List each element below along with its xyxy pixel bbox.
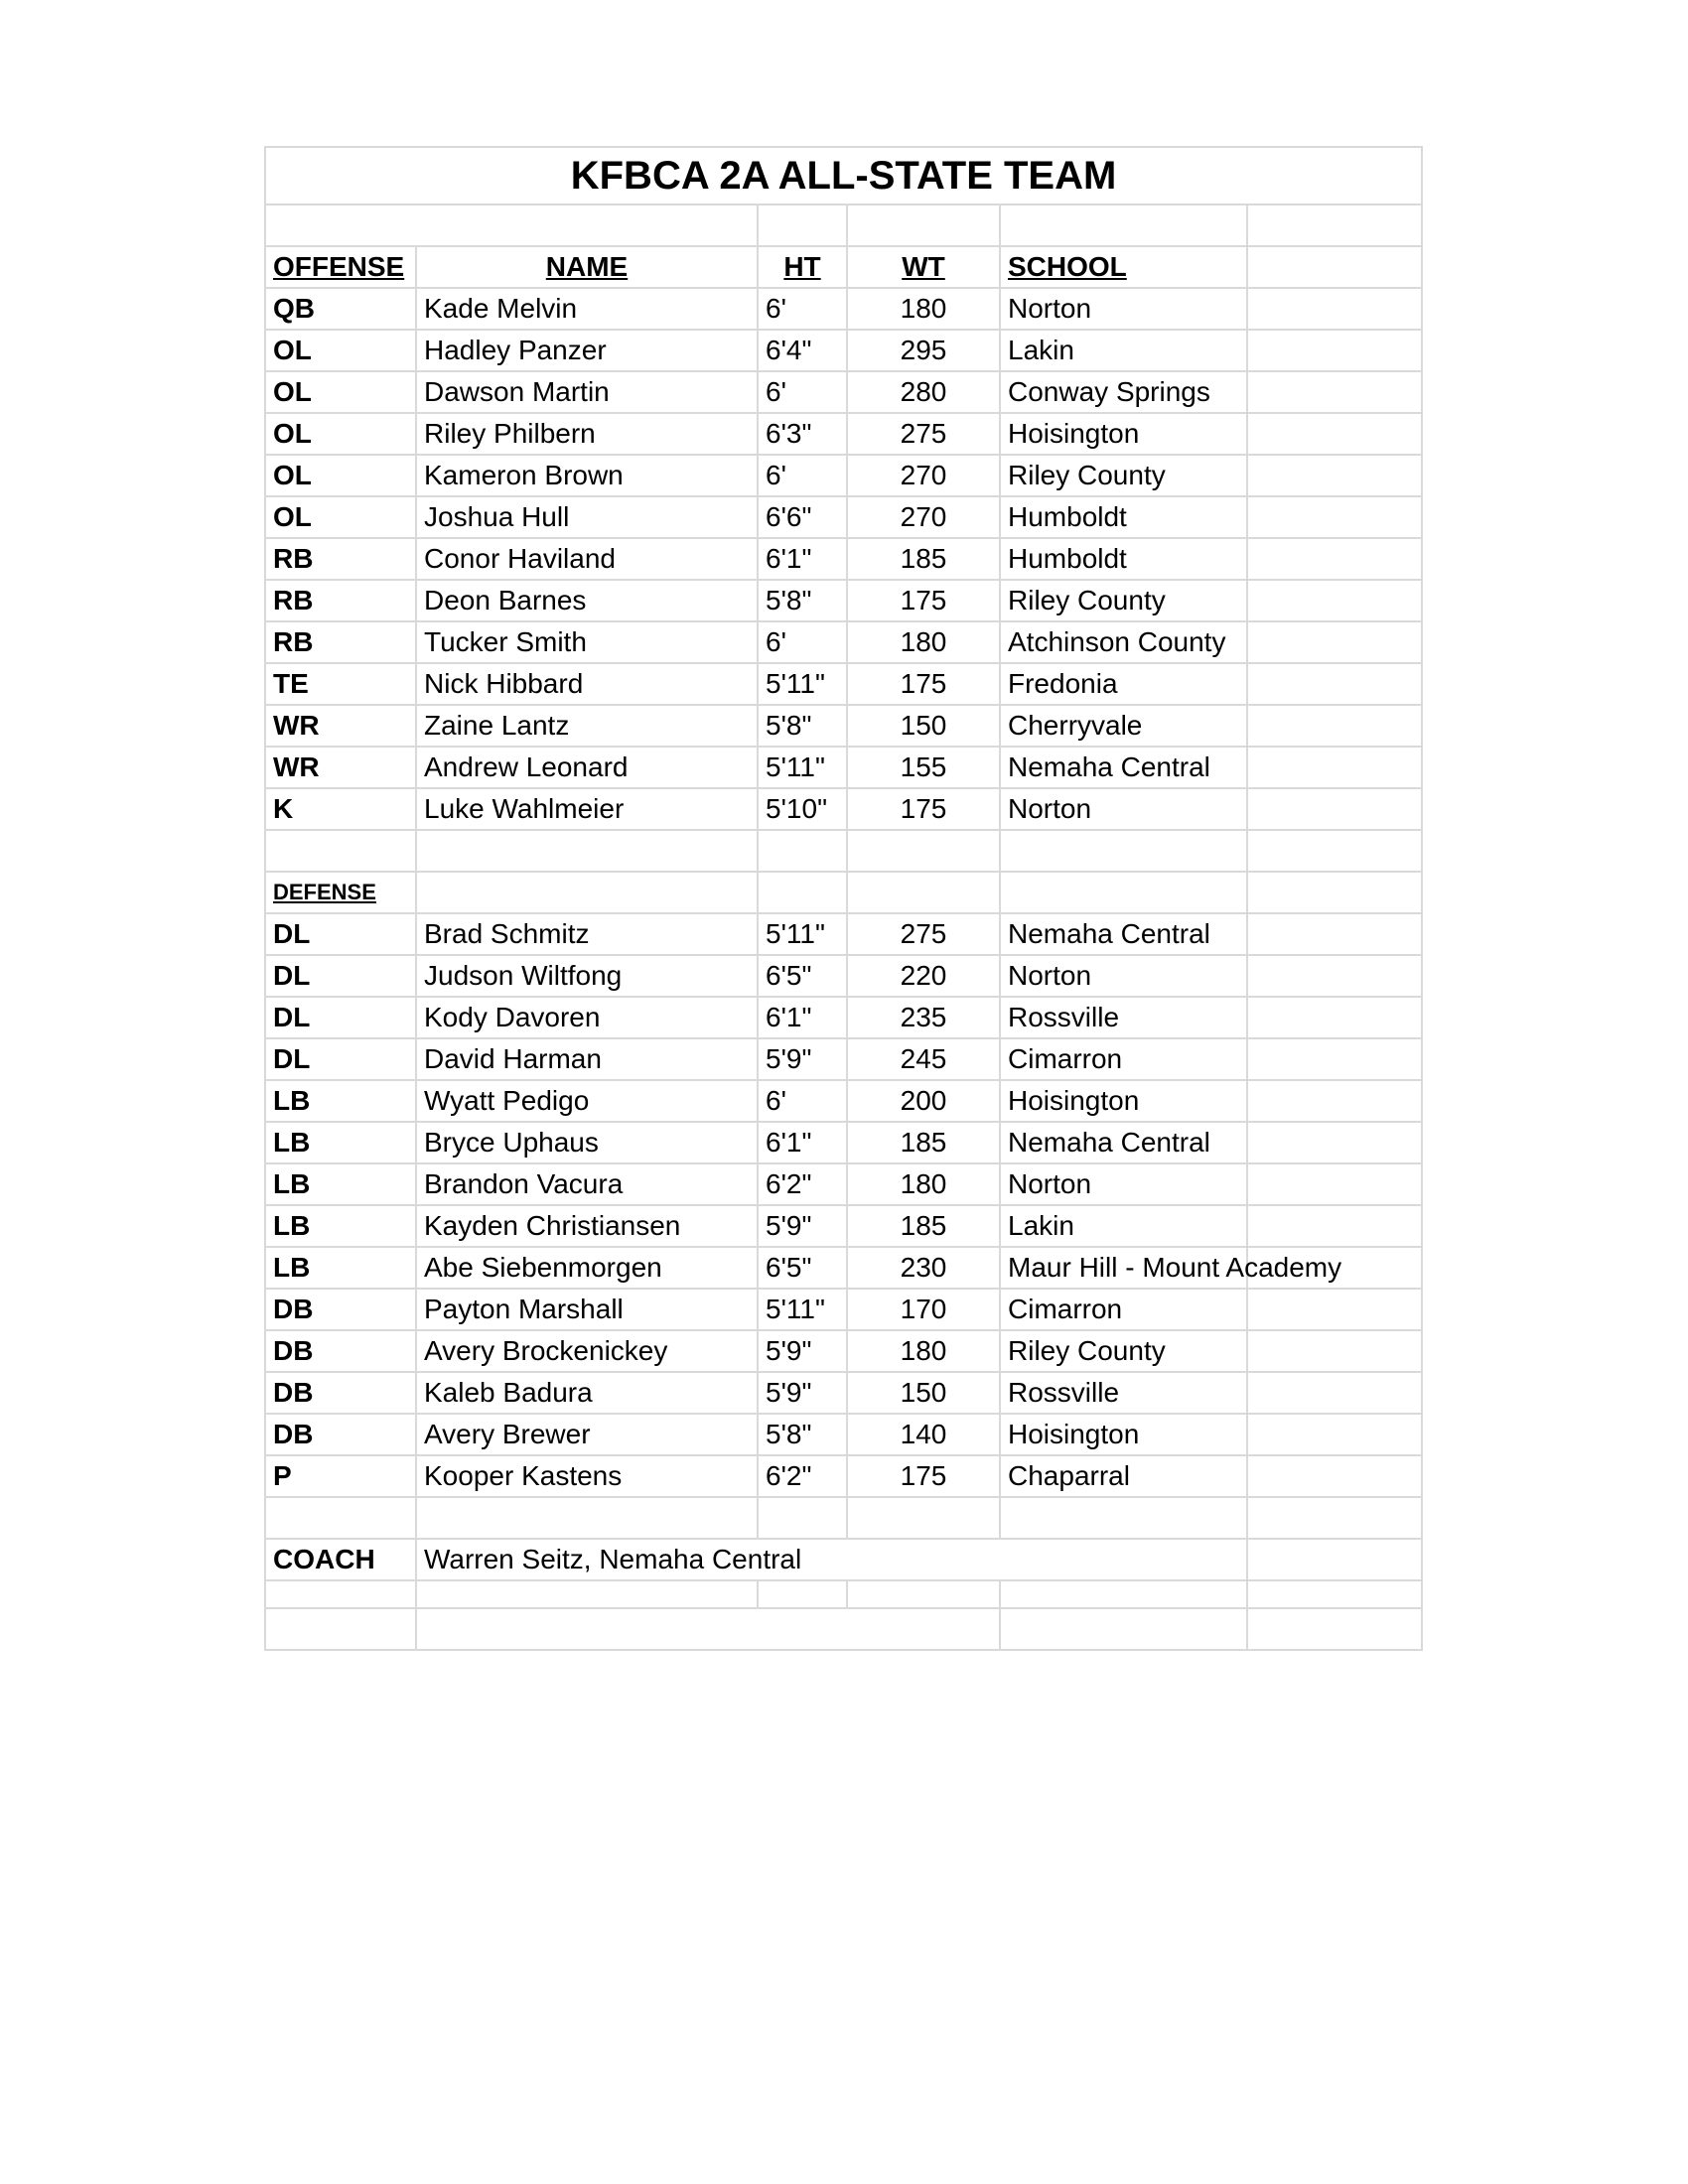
coach-label: COACH (265, 1539, 416, 1580)
height-cell: 5'11" (758, 913, 847, 955)
school-cell: Norton (1000, 288, 1247, 330)
school-cell: Riley County (1000, 580, 1247, 621)
name-header: NAME (416, 246, 758, 288)
player-row (265, 663, 1422, 705)
player-name-cell: Tucker Smith (416, 621, 758, 663)
player-name-cell: Payton Marshall (416, 1289, 758, 1330)
position-cell: TE (265, 663, 416, 705)
player-name-cell: Abe Siebenmorgen (416, 1247, 758, 1289)
weight-cell: 220 (847, 955, 1000, 997)
height-cell: 6'2" (758, 1455, 847, 1497)
position-cell: P (265, 1455, 416, 1497)
defense-header: DEFENSE (265, 872, 416, 913)
column-header-row (265, 246, 1422, 288)
player-row (265, 538, 1422, 580)
position-cell: RB (265, 538, 416, 580)
school-cell: Hoisington (1000, 413, 1247, 455)
player-name-cell: Avery Brockenickey (416, 1330, 758, 1372)
height-cell: 5'9" (758, 1038, 847, 1080)
weight-cell: 185 (847, 1205, 1000, 1247)
player-row (265, 580, 1422, 621)
weight-cell: 270 (847, 496, 1000, 538)
player-row (265, 1330, 1422, 1372)
position-cell: K (265, 788, 416, 830)
height-cell: 5'10" (758, 788, 847, 830)
height-cell: 5'11" (758, 1289, 847, 1330)
school-cell: Norton (1000, 1163, 1247, 1205)
school-cell: Cherryvale (1000, 705, 1247, 747)
weight-cell: 230 (847, 1247, 1000, 1289)
player-row (265, 288, 1422, 330)
position-cell: DB (265, 1289, 416, 1330)
player-row (265, 1163, 1422, 1205)
player-name-cell: Kody Davoren (416, 997, 758, 1038)
player-row (265, 705, 1422, 747)
height-cell: 5'9" (758, 1205, 847, 1247)
school-header: SCHOOL (1000, 246, 1247, 288)
position-cell: LB (265, 1163, 416, 1205)
player-name-cell: Kayden Christiansen (416, 1205, 758, 1247)
player-row (265, 1205, 1422, 1247)
position-cell: WR (265, 747, 416, 788)
player-name-cell: Zaine Lantz (416, 705, 758, 747)
height-cell: 6' (758, 288, 847, 330)
player-name-cell: Kameron Brown (416, 455, 758, 496)
position-cell: WR (265, 705, 416, 747)
weight-cell: 180 (847, 621, 1000, 663)
position-cell: DL (265, 955, 416, 997)
weight-cell: 175 (847, 580, 1000, 621)
weight-cell: 245 (847, 1038, 1000, 1080)
school-cell: Cimarron (1000, 1289, 1247, 1330)
player-name-cell: David Harman (416, 1038, 758, 1080)
school-cell: Fredonia (1000, 663, 1247, 705)
weight-cell: 295 (847, 330, 1000, 371)
player-row (265, 1455, 1422, 1497)
position-cell: DL (265, 997, 416, 1038)
school-cell: Nemaha Central (1000, 1122, 1247, 1163)
school-cell: Lakin (1000, 1205, 1247, 1247)
height-cell: 5'11" (758, 663, 847, 705)
weight-cell: 180 (847, 1330, 1000, 1372)
player-name-cell: Hadley Panzer (416, 330, 758, 371)
spacer-row (265, 1497, 1422, 1539)
school-cell: Maur Hill - Mount Academy (1000, 1247, 1247, 1289)
coach-row (265, 1539, 1422, 1580)
height-cell: 5'8" (758, 705, 847, 747)
school-cell: Conway Springs (1000, 371, 1247, 413)
player-row (265, 330, 1422, 371)
weight-cell: 140 (847, 1414, 1000, 1455)
position-cell: OL (265, 330, 416, 371)
school-cell: Lakin (1000, 330, 1247, 371)
coach-value: Warren Seitz, Nemaha Central (416, 1539, 1247, 1580)
height-cell: 6' (758, 621, 847, 663)
title-row (265, 147, 1422, 205)
position-cell: DL (265, 913, 416, 955)
weight-cell: 175 (847, 663, 1000, 705)
height-cell: 6'6" (758, 496, 847, 538)
player-name-cell: Brad Schmitz (416, 913, 758, 955)
position-cell: QB (265, 288, 416, 330)
school-cell: Norton (1000, 788, 1247, 830)
player-row (265, 1038, 1422, 1080)
player-row (265, 1247, 1422, 1289)
all-state-table (264, 146, 1423, 1651)
height-cell: 6'5" (758, 955, 847, 997)
weight-cell: 180 (847, 288, 1000, 330)
height-cell: 6'4" (758, 330, 847, 371)
height-cell: 6' (758, 1080, 847, 1122)
position-cell: LB (265, 1205, 416, 1247)
player-row (265, 455, 1422, 496)
school-cell: Cimarron (1000, 1038, 1247, 1080)
height-cell: 5'11" (758, 747, 847, 788)
player-name-cell: Wyatt Pedigo (416, 1080, 758, 1122)
height-cell: 6'3" (758, 413, 847, 455)
height-cell: 6' (758, 455, 847, 496)
school-cell: Hoisington (1000, 1414, 1247, 1455)
player-row (265, 747, 1422, 788)
weight-cell: 275 (847, 913, 1000, 955)
position-cell: OL (265, 455, 416, 496)
height-cell: 5'9" (758, 1330, 847, 1372)
height-cell: 6'2" (758, 1163, 847, 1205)
weight-cell: 175 (847, 788, 1000, 830)
position-cell: LB (265, 1080, 416, 1122)
ht-header: HT (758, 246, 847, 288)
weight-cell: 270 (847, 455, 1000, 496)
player-name-cell: Luke Wahlmeier (416, 788, 758, 830)
school-cell: Riley County (1000, 455, 1247, 496)
player-row (265, 955, 1422, 997)
player-row (265, 1372, 1422, 1414)
position-cell: DB (265, 1330, 416, 1372)
player-name-cell: Nick Hibbard (416, 663, 758, 705)
player-name-cell: Kade Melvin (416, 288, 758, 330)
position-cell: DB (265, 1372, 416, 1414)
player-row (265, 371, 1422, 413)
spacer-row (265, 205, 1422, 246)
school-cell: Nemaha Central (1000, 747, 1247, 788)
position-cell: OL (265, 371, 416, 413)
height-cell: 6'1" (758, 1122, 847, 1163)
weight-cell: 175 (847, 1455, 1000, 1497)
player-row (265, 1414, 1422, 1455)
player-name-cell: Andrew Leonard (416, 747, 758, 788)
weight-cell: 275 (847, 413, 1000, 455)
wt-header: WT (847, 246, 1000, 288)
spacer-row (265, 1580, 1422, 1608)
player-name-cell: Dawson Martin (416, 371, 758, 413)
school-cell: Rossville (1000, 1372, 1247, 1414)
school-cell: Norton (1000, 955, 1247, 997)
position-cell: OL (265, 496, 416, 538)
school-cell: Humboldt (1000, 496, 1247, 538)
spacer-row (265, 830, 1422, 872)
school-cell: Atchinson County (1000, 621, 1247, 663)
player-name-cell: Conor Haviland (416, 538, 758, 580)
height-cell: 6' (758, 371, 847, 413)
weight-cell: 200 (847, 1080, 1000, 1122)
height-cell: 5'9" (758, 1372, 847, 1414)
player-row (265, 496, 1422, 538)
player-name-cell: Joshua Hull (416, 496, 758, 538)
player-row (265, 997, 1422, 1038)
defense-header-row (265, 872, 1422, 913)
position-cell: OL (265, 413, 416, 455)
player-row (265, 1080, 1422, 1122)
position-cell: DL (265, 1038, 416, 1080)
player-name-cell: Kaleb Badura (416, 1372, 758, 1414)
player-row (265, 913, 1422, 955)
player-name-cell: Riley Philbern (416, 413, 758, 455)
player-row (265, 788, 1422, 830)
player-row (265, 413, 1422, 455)
page-title: KFBCA 2A ALL-STATE TEAM (265, 147, 1422, 205)
position-cell: RB (265, 580, 416, 621)
weight-cell: 155 (847, 747, 1000, 788)
school-cell: Riley County (1000, 1330, 1247, 1372)
offense-header: OFFENSE (265, 246, 416, 288)
height-cell: 5'8" (758, 1414, 847, 1455)
spacer-row (265, 1608, 1422, 1650)
player-name-cell: Kooper Kastens (416, 1455, 758, 1497)
position-cell: LB (265, 1122, 416, 1163)
school-cell: Rossville (1000, 997, 1247, 1038)
school-cell: Nemaha Central (1000, 913, 1247, 955)
weight-cell: 180 (847, 1163, 1000, 1205)
player-name-cell: Brandon Vacura (416, 1163, 758, 1205)
height-cell: 5'8" (758, 580, 847, 621)
weight-cell: 150 (847, 1372, 1000, 1414)
weight-cell: 185 (847, 538, 1000, 580)
weight-cell: 170 (847, 1289, 1000, 1330)
height-cell: 6'1" (758, 997, 847, 1038)
school-cell: Humboldt (1000, 538, 1247, 580)
position-cell: DB (265, 1414, 416, 1455)
weight-cell: 150 (847, 705, 1000, 747)
player-row (265, 621, 1422, 663)
weight-cell: 280 (847, 371, 1000, 413)
player-name-cell: Deon Barnes (416, 580, 758, 621)
height-cell: 6'5" (758, 1247, 847, 1289)
player-name-cell: Bryce Uphaus (416, 1122, 758, 1163)
player-name-cell: Judson Wiltfong (416, 955, 758, 997)
school-cell: Chaparral (1000, 1455, 1247, 1497)
height-cell: 6'1" (758, 538, 847, 580)
school-cell: Hoisington (1000, 1080, 1247, 1122)
position-cell: LB (265, 1247, 416, 1289)
player-row (265, 1122, 1422, 1163)
player-name-cell: Avery Brewer (416, 1414, 758, 1455)
position-cell: RB (265, 621, 416, 663)
weight-cell: 235 (847, 997, 1000, 1038)
player-row (265, 1289, 1422, 1330)
weight-cell: 185 (847, 1122, 1000, 1163)
